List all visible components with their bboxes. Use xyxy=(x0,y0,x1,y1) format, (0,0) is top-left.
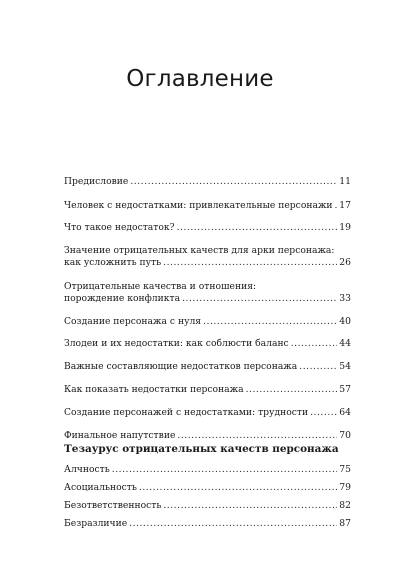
toc-page-number: 57 xyxy=(339,384,351,395)
dot-leader xyxy=(139,482,337,494)
dot-leader xyxy=(335,200,338,212)
toc-page-number: 54 xyxy=(339,361,351,372)
toc-page-number: 40 xyxy=(339,316,351,327)
toc-page-number: 26 xyxy=(339,257,351,268)
thesaurus-entry[interactable] xyxy=(64,500,351,512)
dot-leader xyxy=(310,407,337,419)
toc-entry-title: Создание персонажа с нуля xyxy=(64,316,202,327)
toc-entry-title: Как показать недостатки персонажа xyxy=(64,384,244,395)
toc-entry-title: Злодеи и их недостатки: как соблюсти баланс xyxy=(64,338,289,349)
thesaurus-entry-title: Безответственность xyxy=(64,500,162,511)
thesaurus-entry[interactable] xyxy=(64,464,351,476)
toc-entry-title: Отрицательные качества и отношения: xyxy=(64,281,257,292)
toc-entry[interactable] xyxy=(64,361,351,373)
toc-page-number: 70 xyxy=(339,430,351,441)
toc-entry-title: порождение конфликта xyxy=(64,293,181,304)
toc-entry[interactable] xyxy=(64,338,351,350)
dot-leader xyxy=(163,257,337,269)
dot-leader xyxy=(291,338,338,350)
toc-entry[interactable] xyxy=(64,430,351,442)
dot-leader xyxy=(246,384,338,396)
toc-page-number: 11 xyxy=(339,176,351,187)
toc-entry[interactable] xyxy=(64,316,351,328)
toc-entry[interactable] xyxy=(64,222,351,234)
thesaurus-page-number: 79 xyxy=(339,482,351,493)
thesaurus-page-number: 75 xyxy=(339,464,351,475)
toc-entry-title: Финальное напутствие xyxy=(64,430,176,441)
dot-leader xyxy=(112,464,338,476)
toc-entry-title: Значение отрицательных качеств для арки персонажа: xyxy=(64,245,335,256)
thesaurus-entry-title: Асоциальность xyxy=(64,482,137,493)
thesaurus-page-number: 82 xyxy=(339,500,351,511)
toc-entry[interactable] xyxy=(64,245,351,269)
dot-leader xyxy=(130,176,337,188)
thesaurus-entry[interactable] xyxy=(64,518,351,530)
thesaurus-heading: Тезаурус отрицательных качеств персонажа xyxy=(64,443,339,455)
toc-entry-title: Человек с недостатками: привлекательные персонажи xyxy=(64,200,333,211)
page-title: Оглавление xyxy=(126,66,274,92)
toc-entry[interactable] xyxy=(64,407,351,419)
thesaurus-page-number: 87 xyxy=(339,518,351,529)
toc-page-number: 64 xyxy=(339,407,351,418)
toc-page-number: 17 xyxy=(339,200,351,211)
toc-page-number: 44 xyxy=(339,338,351,349)
toc-entry-title: Что такое недостаток? xyxy=(64,222,175,233)
thesaurus-entry-title: Безразличие xyxy=(64,518,128,529)
toc-entry[interactable] xyxy=(64,281,351,305)
dot-leader xyxy=(299,361,337,373)
thesaurus-entry[interactable] xyxy=(64,482,351,494)
toc-entry[interactable] xyxy=(64,384,351,396)
toc-page-number: 33 xyxy=(339,293,351,304)
toc-entry-title: Предисловие xyxy=(64,176,129,187)
toc-page-number: 19 xyxy=(339,222,351,233)
dot-leader xyxy=(182,293,337,305)
toc-entry-title: Создание персонажей с недостатками: трудности xyxy=(64,407,309,418)
toc-entry-title: Важные составляющие недостатков персонажа xyxy=(64,361,298,372)
dot-leader xyxy=(177,222,338,234)
thesaurus-entry-title: Алчность xyxy=(64,464,110,475)
toc-entry-title: как усложнить путь xyxy=(64,257,162,268)
dot-leader xyxy=(203,316,337,328)
table-of-contents xyxy=(64,176,351,446)
dot-leader xyxy=(129,518,337,530)
dot-leader xyxy=(163,500,337,512)
toc-entry[interactable] xyxy=(64,200,351,212)
dot-leader xyxy=(177,430,337,442)
toc-entry[interactable] xyxy=(64,176,351,188)
